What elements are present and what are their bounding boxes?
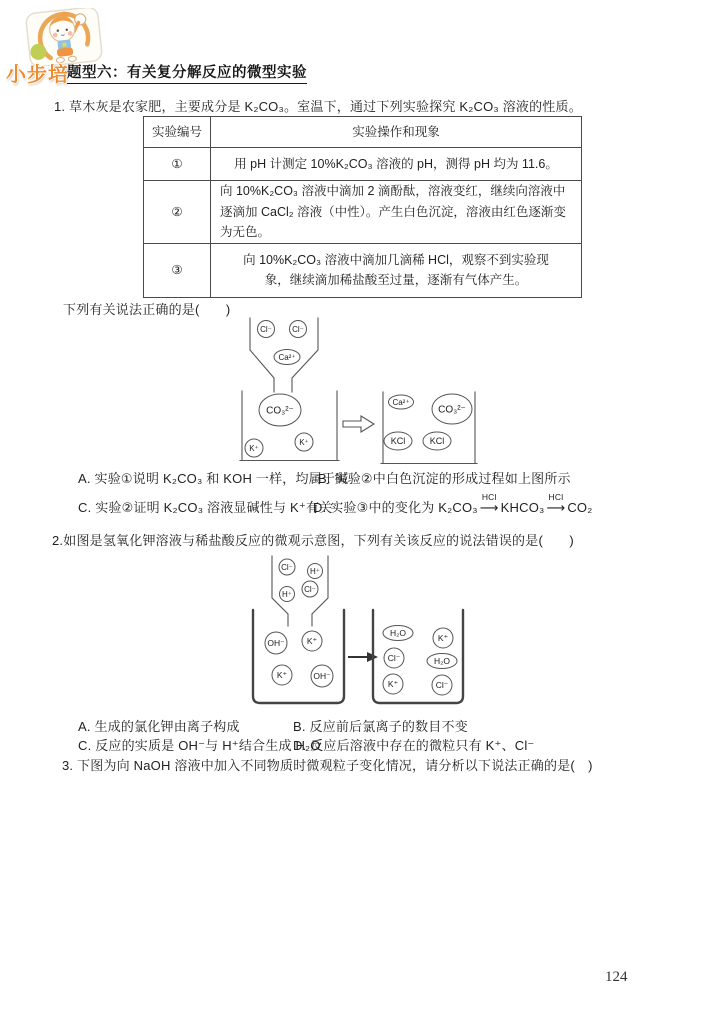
q1-prompt: 下列有关说法正确的是( ): [63, 302, 231, 317]
ion-label: K⁺: [276, 669, 288, 680]
ion-label: KCl: [429, 436, 445, 447]
ion-label: H₂O: [389, 627, 407, 638]
ion-label: H⁺: [282, 589, 292, 599]
table-header-row: [144, 117, 582, 148]
q1-option-d-prefix: D. 实验③中的变化为 K₂CO₃: [313, 500, 478, 515]
q1-option-a: A. 实验①说明 K₂CO₃ 和 KOH 一样，均属于碱: [78, 471, 349, 486]
q1-option-d: [313, 492, 593, 516]
ion-label: CO₃²⁻: [438, 404, 466, 416]
beaker-before-icon: [253, 610, 344, 703]
ion-label: Cl⁻: [260, 324, 272, 334]
ion-label: H₂O: [433, 655, 451, 666]
exp-desc: 向 10%K₂CO₃ 溶液中滴加几滴稀 HCl，观察不到实验现象，继续滴加稀盐酸至过量，逐渐有气体产生。: [211, 243, 582, 297]
ion-label: Cl⁻: [387, 652, 401, 663]
ion-label: K⁺: [306, 635, 318, 646]
ion-label: CO₃²⁻: [266, 405, 294, 417]
ion-label: K⁺: [299, 437, 309, 447]
q2-option-c: C. 反应的实质是 OH⁻与 H⁺结合生成 H₂O: [78, 738, 321, 753]
ion-label: Ca²⁺: [278, 352, 296, 362]
ion-label: Cl⁻: [292, 324, 304, 334]
q1-option-c: C. 实验②证明 K₂CO₃ 溶液显碱性与 K⁺有关: [78, 500, 333, 515]
ion-label: KCl: [390, 436, 406, 447]
table-row: [144, 181, 582, 244]
exp-desc: 用 pH 计测定 10%K₂CO₃ 溶液的 pH，测得 pH 均为 11.6。: [211, 148, 582, 181]
q1-option-d-mid: KHCO₃: [500, 500, 545, 515]
page-title: 题型六：有关复分解反应的微型实验: [67, 61, 307, 84]
reaction-arrow-icon: [343, 416, 374, 432]
ion-label: K⁺: [387, 678, 399, 689]
ion-label: Cl⁻: [304, 584, 316, 594]
ion-label: H⁺: [310, 566, 320, 576]
ion-label: K⁺: [437, 632, 449, 643]
q2-text: 2.如图是氢氧化钾溶液与稀盐酸反应的微观示意图，下列有关该反应的说法错误的是( ): [52, 533, 574, 548]
ion-label: Ca²⁺: [392, 397, 410, 407]
exp-no: ②: [144, 181, 211, 244]
q2-option-b: B. 反应前后氯离子的数目不变: [293, 719, 468, 734]
q2-option-a: A. 生成的氯化钾由离子构成: [78, 719, 240, 734]
brand-name: 小步培: [6, 64, 69, 86]
right-arrow-icon: ⟶: [546, 500, 566, 515]
ion-label: Cl⁻: [281, 562, 293, 572]
ion-label: OH⁻: [313, 670, 331, 681]
table-row: [144, 148, 582, 181]
q3-text: 3. 下图为向 NaOH 溶液中加入不同物质时微观粒子变化情况，请分析以下说法正确的是( ): [62, 758, 593, 773]
q2-reaction-diagram: [245, 552, 490, 715]
q1-option-d-end: CO₂: [567, 500, 593, 515]
q1-reaction-diagram: [228, 315, 490, 467]
hcl-arrow-label: HCl: [548, 492, 564, 502]
col-header-exp-desc: 实验操作和现象: [211, 117, 582, 148]
ion-label: K⁺: [249, 443, 259, 453]
exp-desc: 向 10%K₂CO₃ 溶液中滴加 2 滴酚酞，溶液变红，继续向溶液中逐滴加 CaCl₂ 溶液（中性）。产生白色沉淀，溶液由红色逐渐变为无色。: [211, 181, 582, 244]
right-arrow-icon: ⟶: [479, 500, 499, 515]
hcl-arrow: [479, 492, 499, 516]
exp-no: ①: [144, 148, 211, 181]
hcl-arrow: [546, 492, 566, 516]
q1-option-b: B. 实验②中白色沉淀的形成过程如上图所示: [318, 471, 571, 486]
q2-option-d: D. 反应后溶液中存在的微粒只有 K⁺、Cl⁻: [293, 738, 535, 753]
page-number: 124: [605, 969, 628, 985]
hcl-arrow-label: HCl: [481, 492, 497, 502]
ion-label: OH⁻: [267, 637, 285, 648]
experiment-table: [143, 116, 582, 298]
exp-no: ③: [144, 243, 211, 297]
ion-label: Cl⁻: [435, 679, 449, 690]
table-row: [144, 243, 582, 297]
col-header-exp-no: 实验编号: [144, 117, 211, 148]
q1-text: 1. 草木灰是农家肥，主要成分是 K₂CO₃。室温下，通过下列实验探究 K₂CO₃ 溶液的性质。: [54, 99, 582, 114]
